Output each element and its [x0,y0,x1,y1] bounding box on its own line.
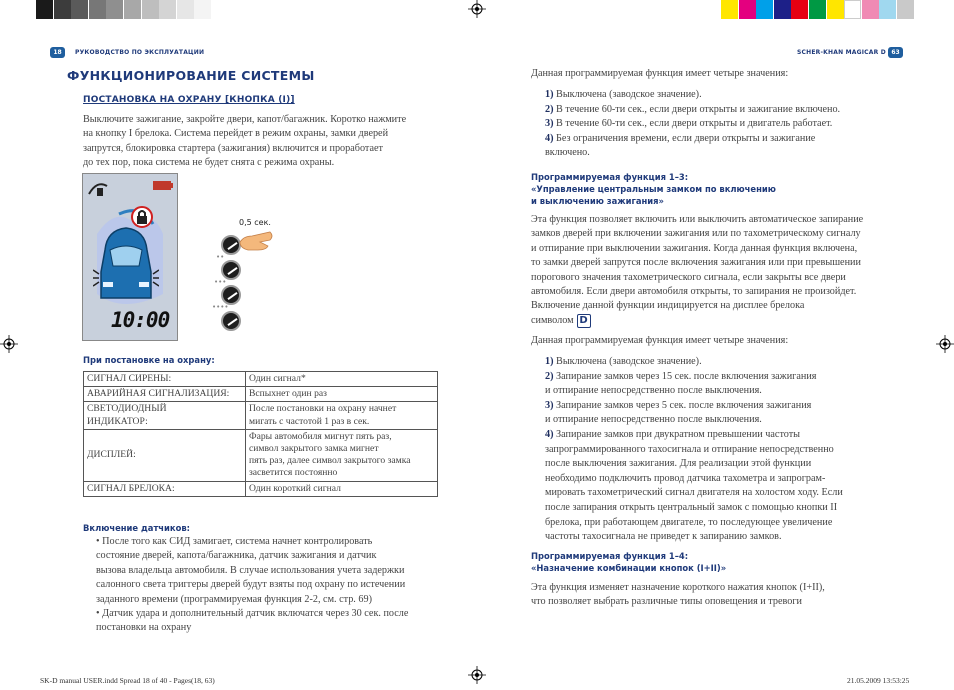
right-running-header: SCHER-KHAN MAGICAR D [797,49,886,56]
list-item: 4) Запирание замков при двукратном превышении частоты [545,428,801,440]
registration-mark-top-icon [468,0,486,20]
car-icon [93,220,159,306]
table-row [84,429,438,481]
function-1-3-line: замков дверей при включении зажигания или по тахометрическому сигналу [531,228,861,240]
color-swatch [827,0,844,19]
table-key: АВАРИЙНАЯ СИГНАЛИЗАЦИЯ: [84,387,246,402]
color-swatch [791,0,808,19]
left-running-header: РУКОВОДСТВО ПО ЭКСПЛУАТАЦИИ [75,49,205,56]
sensors-line: заданного времени (программируемая функция 2-2, см. стр. 69) [96,593,372,605]
keyfob-button-3 [221,285,241,305]
list-item: после выключения зажигания. Для реализации этой функции [545,458,812,470]
list-item-number: 1) [545,89,557,100]
function-1-3-line: Включение данной функции индицируется на дисплее брелока [531,300,805,312]
color-swatch [756,0,773,19]
arming-table-title: При постановке на охрану: [83,355,215,365]
list-item-number: 1) [545,356,557,367]
function-1-3-line: порогового значения тахометрического сигнала, если закрыты все двери [531,271,846,283]
function-1-3-text [531,213,896,314]
symbol-word: символом [531,315,574,326]
keyfob-display [82,173,178,341]
function-1-3-line: и отпирание при выключении зажигания. Когда данная функция включена, [531,242,858,254]
sensors-line: • После того как СИД замигает, система начнет контролировать [96,536,373,547]
values-intro-1: Данная программируемая функция имеет четыре значения: [531,68,789,79]
list-item: мировать тахометрический сигнал двигателя на холостом ходу. Если [545,487,843,499]
values-intro-2: Данная программируемая функция имеет четыре значения: [531,335,789,346]
table-row [84,372,438,387]
d-symbol-icon: D [577,314,591,328]
list-item-number: 4) [545,132,557,144]
intro-line: запрутся, блокировка стартера (зажигания) включится и проработает [83,142,383,154]
list-item-number: 4) [545,428,557,440]
list-item: 1) Выключена (заводское значение). [545,89,702,100]
color-swatch [862,0,879,19]
values-list-2 [545,355,905,545]
intro-line: Выключите зажигание, закройте двери, капот/багажник. Коротко нажмите [83,114,407,125]
function-1-3-title-line: «Управление центральным замком по включению [531,184,776,194]
gray-swatch [142,0,159,19]
table-key: СИГНАЛ СИРЕНЫ: [84,372,246,387]
list-item: частоты тахосигнала не приведет к запиранию замков. [545,531,782,543]
footer-timestamp: 21.05.2009 13:53:25 [847,676,910,685]
color-swatch [897,0,914,19]
gray-swatch [89,0,106,19]
gray-swatch [106,0,123,19]
list-item: 2) В течение 60-ти сек., если двери открыты и зажигание включено. [545,103,841,115]
table-row [84,402,438,429]
sensors-line: салонного света триггеры дверей будут взяты под охрану по истечении [96,579,406,591]
list-item: и отпирание непосредственно после выключения. [545,414,762,426]
list-item: 4) Без ограничения времени, если двери открыты и зажигание [545,132,816,144]
left-page-number: 18 [50,47,65,58]
list-item: 3) Запирание замков через 5 сек. после включения зажигания [545,399,812,411]
table-value: Один короткий сигнал [246,481,438,496]
color-swatch [774,0,791,19]
values-list-1 [545,88,905,161]
table-key: ДИСПЛЕЙ: [84,429,246,481]
keyfob-button-4 [221,311,241,331]
table-key: СИГНАЛ БРЕЛОКА: [84,481,246,496]
function-1-4-text [531,581,896,610]
gray-swatch [194,0,211,19]
list-item: 3) В течение 60-ти сек., если двери открыты и двигатель работает. [545,118,833,130]
gray-swatch [159,0,176,19]
footer-file-info: SK-D manual USER.indd Spread 18 of 40 - Pages(18, 63) [40,676,215,685]
table-value: Фары автомобиля мигнут пять раз, символ закрытого замка мигнет пять раз, далее символ закрытого замка засветится постоянно [246,429,438,481]
lcd-time: 10:00 [111,308,170,332]
finger-press-icon [238,228,274,252]
registration-mark-bottom-icon [468,666,486,684]
gray-swatch [36,0,53,19]
function-1-3-line: то замки дверей запрутся после включения зажигания или при превышении [531,257,861,269]
button-4-indicator: •••• [212,303,229,311]
function-1-4-title-line: Программируемая функция 1–4: [531,551,689,561]
arming-intro-text [83,113,443,171]
list-item-number: 2) [545,370,557,382]
function-1-3-line: автомобиля. Если двери автомобиля открыты, то запирания не произойдет. [531,286,857,298]
table-value: После постановки на охрану начнет мигать с частотой 1 раз в сек. [246,402,438,429]
sensors-line: состояние дверей, капота/багажника, датчик зажигания и датчик [96,550,377,562]
function-1-4-line: Эта функция изменяет назначение короткого нажатия кнопок (I+II), [531,582,825,593]
function-1-3-title [531,171,776,207]
function-1-4-line: что позволяет выбрать различные типы оповещения и тревоги [531,596,802,608]
press-duration-label: 0,5 сек. [239,218,271,227]
button-2-indicator: •• [216,253,225,261]
gray-swatch [54,0,71,19]
table-row [84,481,438,496]
sensors-line: • Датчик удара и дополнительный датчик включатся через 30 сек. после [96,608,409,620]
arming-signals-table [83,371,438,497]
gray-swatch [71,0,88,19]
button-3-indicator: ••• [214,278,227,286]
sensors-title: Включение датчиков: [83,523,190,533]
color-swatch [879,0,896,19]
sensors-line: вызова владельца автомобиля. В случае использования учета задержки [96,564,405,576]
list-item: и отпирание непосредственно после выключения. [545,385,762,397]
right-page-number: 63 [888,47,903,58]
list-item-number: 3) [545,399,557,411]
list-item: запрограммированного тахосигнала и отпирание непосредственно [545,443,834,455]
gray-swatch [124,0,141,19]
list-item: включено. [545,147,590,159]
symbol-line [531,314,591,328]
list-item-number: 3) [545,118,557,130]
list-item: брелока, при работающем двигателе, то последующее увеличение [545,516,833,528]
table-key: СВЕТОДИОДНЫЙ ИНДИКАТОР: [84,402,246,429]
table-value: Один сигнал* [246,372,438,387]
arming-subtitle: ПОСТАНОВКА НА ОХРАНУ [КНОПКА (I)] [83,95,295,105]
sensors-line: постановки на охрану [96,622,192,634]
registration-mark-left-icon [0,335,18,353]
function-1-3-line: Эта функция позволяет включить или выключить автоматическое запирание [531,214,864,225]
intro-line: на кнопку I брелока. Система перейдет в режим охраны, замки дверей [83,128,389,140]
function-1-3-title-line: и выключению зажигания» [531,196,664,206]
table-row [84,387,438,402]
function-1-4-title [531,550,726,574]
color-swatch [739,0,756,19]
list-item: 1) Выключена (заводское значение). [545,356,702,367]
list-item-number: 2) [545,103,557,115]
function-1-4-title-line: «Назначение комбинации кнопок (I+II)» [531,563,727,573]
color-swatch [809,0,826,19]
table-value: Вспыхнет один раз [246,387,438,402]
sensors-text [96,535,446,636]
list-item: необходимо подключить провод датчика тахометра и запрограм- [545,472,826,484]
intro-line: до тех пор, пока система не будет снята с режима охраны. [83,157,335,169]
keyfob-button-2 [221,260,241,280]
list-item: после запирания открыть центральный замок с помощью кнопки II [545,501,838,513]
function-1-3-title-line: Программируемая функция 1–3: [531,172,689,182]
color-swatch [844,0,861,19]
color-swatch [721,0,738,19]
gray-swatch [177,0,194,19]
registration-mark-right-icon [936,335,954,353]
list-item: 2) Запирание замков через 15 сек. после включения зажигания [545,370,817,382]
section-title: ФУНКЦИОНИРОВАНИЕ СИСТЕМЫ [67,68,315,83]
